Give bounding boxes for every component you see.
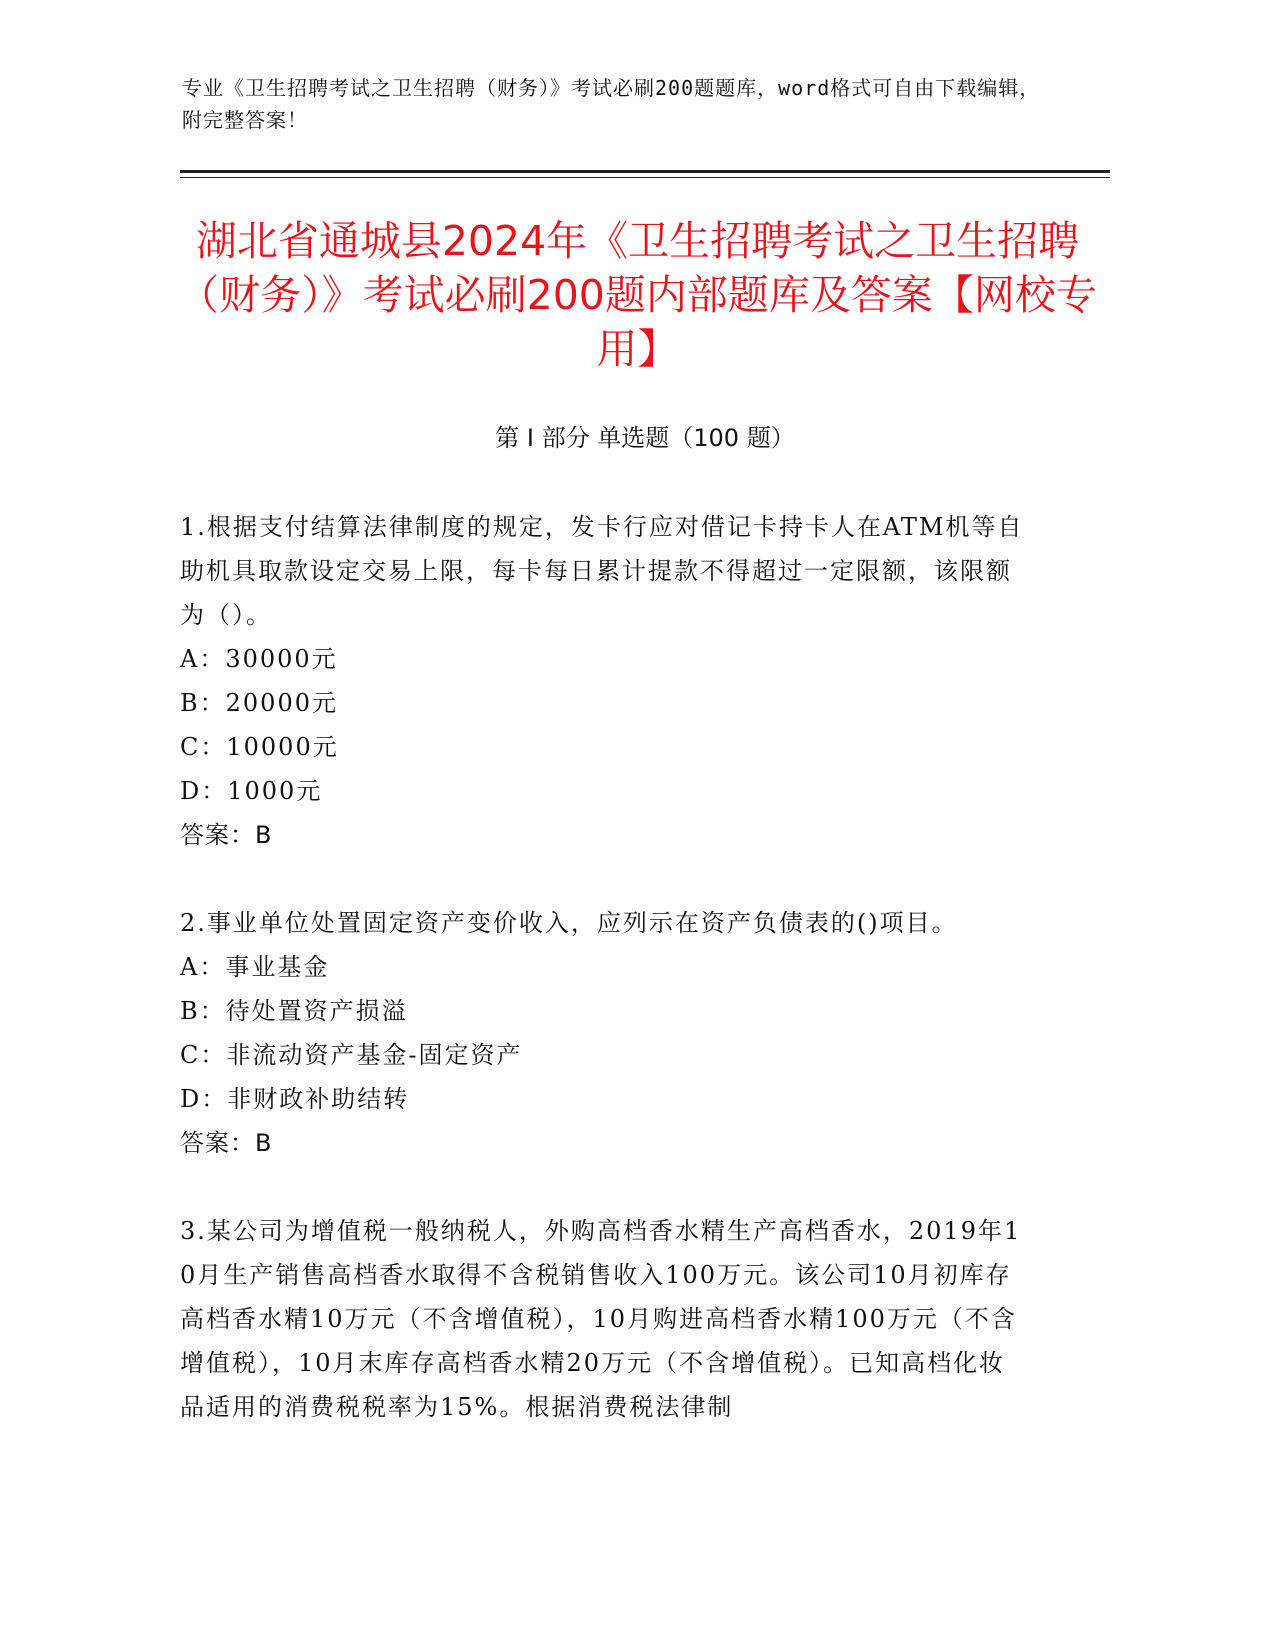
question-stem: 2.事业单位处置固定资产变价收入，应列示在资产负债表的()项目。 [180, 909, 958, 937]
option-d: D：1000元 [180, 777, 323, 805]
option-a: A：30000元 [180, 645, 338, 673]
header-note: 专业《卫生招聘考试之卫生招聘（财务）》考试必刷200题题库，word格式可自由下载编辑，附完整答案！ [182, 76, 1041, 132]
answer: 答案：B [180, 1129, 273, 1157]
option-c: C：10000元 [180, 733, 339, 761]
option-a: A：事业基金 [180, 953, 330, 981]
header-divider-thick [180, 170, 1110, 173]
option-d: D：非财政补助结转 [180, 1085, 410, 1113]
question-3 [180, 1209, 1030, 1429]
question-2 [180, 901, 1030, 1165]
question-1 [180, 505, 1030, 857]
header-divider-thin [180, 177, 1110, 178]
option-b: B：20000元 [180, 689, 338, 717]
question-list [180, 505, 1030, 1473]
document-title: 湖北省通城县2024年《卫生招聘考试之卫生招聘（财务）》考试必刷200题内部题库及答案【网校专用】 [178, 217, 1097, 373]
question-stem: 3.某公司为增值税一般纳税人，外购高档香水精生产高档香水，2019年10月生产销售高档香水取得不含税销售收入100万元。该公司10月初库存高档香水精10万元（不含增值税），10月购进高档香水精100万元（不含增值税），10月末库存高档香水精20万元（不含增值税）。已知高档化妆品适用的消费税税率为15%。根据消费税法律制 [180, 1217, 1022, 1421]
option-b: B：待处置资产损溢 [180, 997, 408, 1025]
question-stem: 1.根据支付结算法律制度的规定，发卡行应对借记卡持卡人在ATM机等自助机具取款设定交易上限，每卡每日累计提款不得超过一定限额，该限额为（）。 [180, 513, 1024, 629]
answer: 答案：B [180, 821, 273, 849]
option-c: C：非流动资产基金-固定资产 [180, 1041, 523, 1069]
section-title: 第 I 部分 单选题（100 题） [495, 424, 795, 452]
